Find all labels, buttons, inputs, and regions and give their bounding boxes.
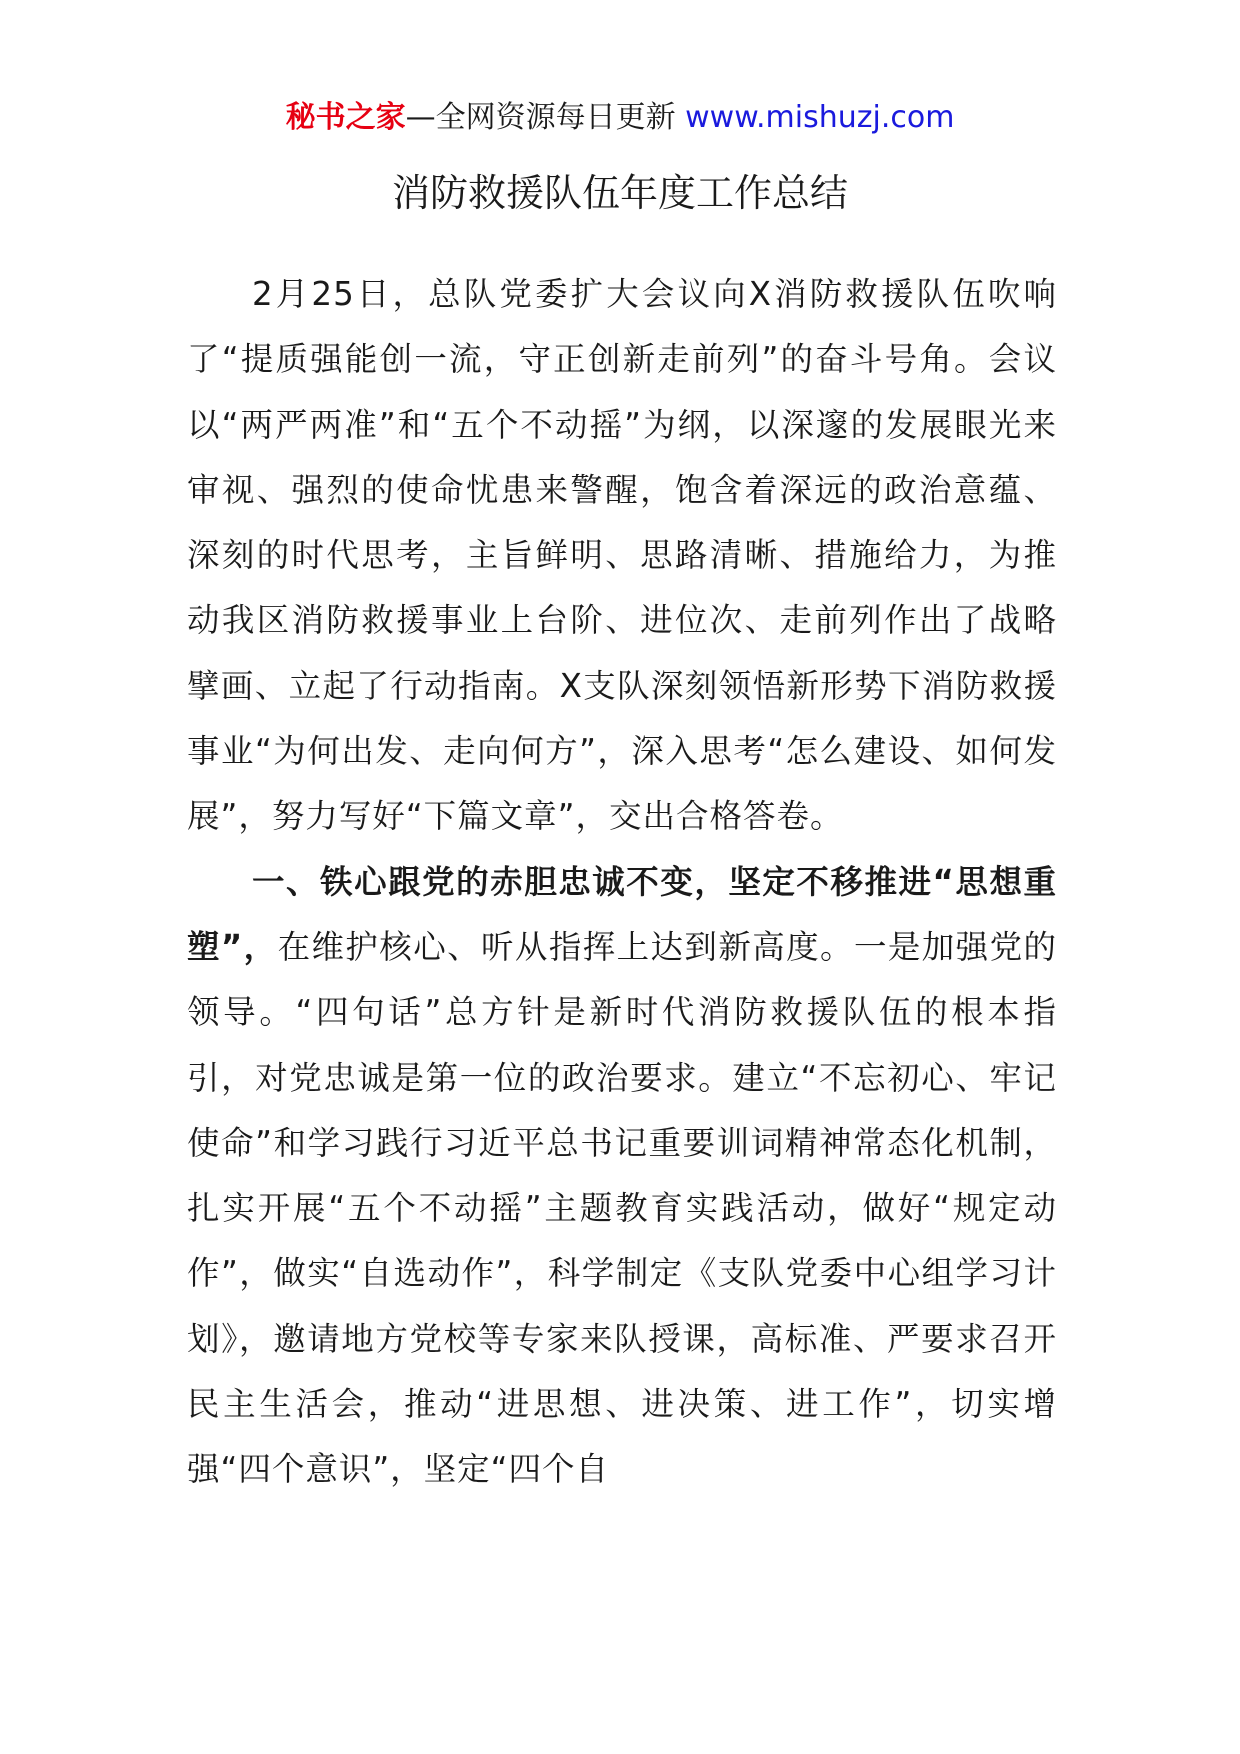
site-url-link[interactable]: www.mishuzj.com [685,100,955,135]
section-one-heading: 一、铁心跟党的赤胆忠诚不变，坚定不移推进“思想重塑”， [187,862,1057,966]
site-name: 秘书之家 [285,100,406,135]
document-title: 消防救援队伍年度工作总结 [391,171,848,215]
site-header [0,98,1240,138]
document-body [187,262,1057,1503]
section-one-body: 在维护核心、听从指挥上达到新高度。一是加强党的领导。“四句话”总方针是新时代消防救援队伍的根本指引，对党忠诚是第一位的政治要求。建立“不忘初心、牢记使命”和学习践行习近平总书记重要训词精神常态化机制，扎实开展“五个不动摇”主题教育实践活动，做好“规定动作”，做实“自选动作”，科学制定《支队党委中心组学习计划》，邀请地方党校等专家来队授课，高标准、严要求召开民主生活会，推动“进思想、进决策、进工作”，切实增强“四个意识”，坚定“四个自 [187,927,1057,1489]
paragraph-intro: 2月25日，总队党委扩大会议向X消防救援队伍吹响了“提质强能创一流，守正创新走前列”的奋斗号角。会议以“两严两准”和“五个不动摇”为纲，以深邃的发展眼光来审视、强烈的使命忧患来警醒，饱含着深远的政治意蕴、深刻的时代思考，主旨鲜明、思路清晰、措施给力，为推动我区消防救援事业上台阶、进位次、走前列作出了战略擘画、立起了行动指南。X支队深刻领悟新形势下消防救援事业“为何出发、走向何方”，深入思考“怎么建设、如何发展”，努力写好“下篇文章”，交出合格答卷。 [187,275,1057,836]
paragraph-section-one [187,850,1057,1503]
site-tagline: —全网资源每日更新 [405,100,676,135]
